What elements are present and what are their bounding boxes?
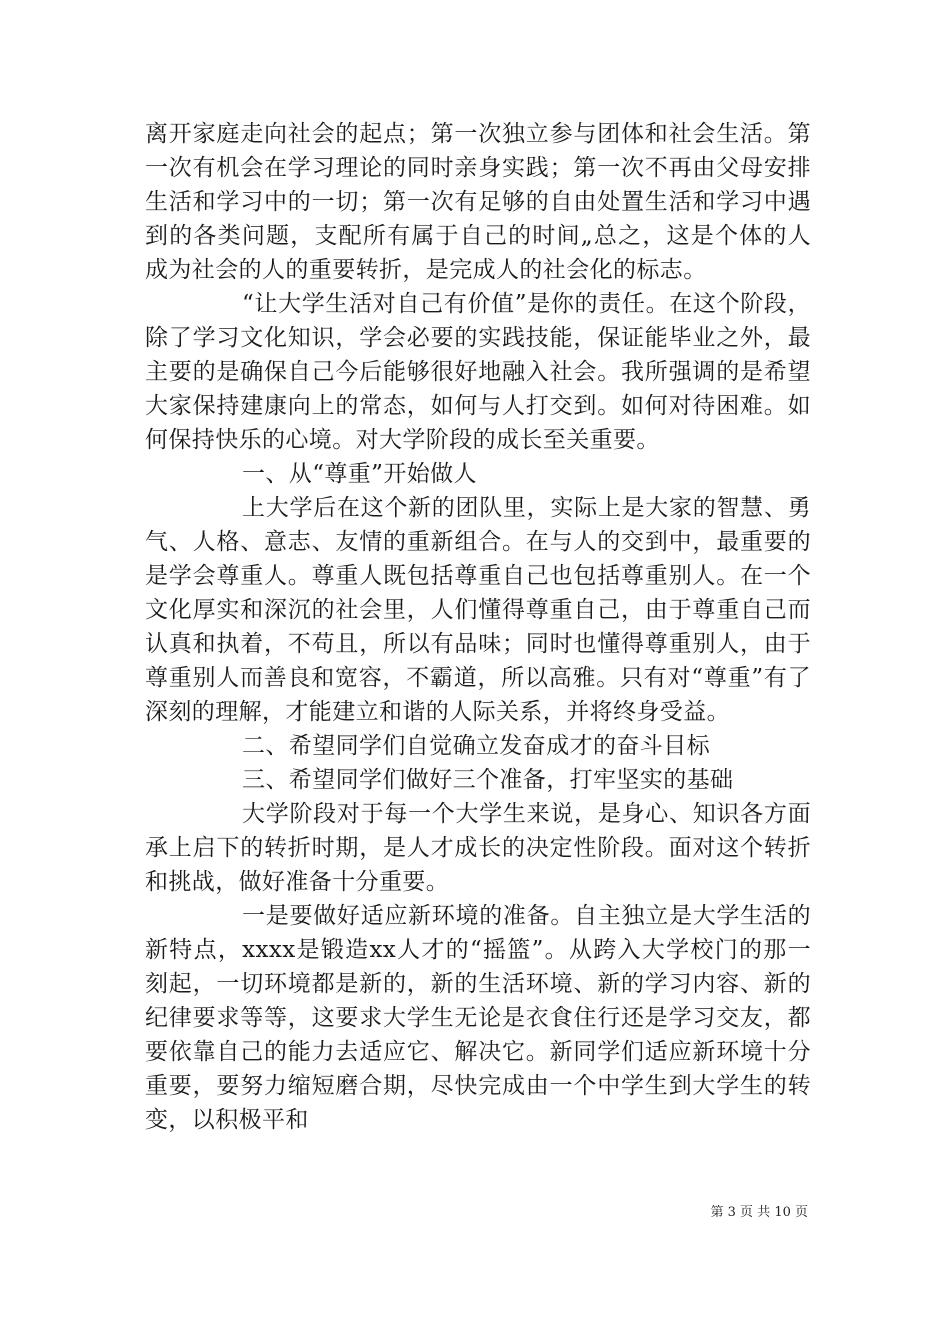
paragraph-respect: 上大学后在这个新的团队里，实际上是大家的智慧、勇气、人格、意志、友情的重新组合。在与人的交到中，最重要的是学会尊重人。尊重人既包括尊重自己也包括尊重别人。在一个文化厚实和深沉的社会里，人们懂得尊重自己，由于尊重自己而认真和执着，不苟且，所以有品味；同时也懂得尊重别人，由于尊重别人而善良和宽容，不霸道，所以高雅。只有对“尊重”有了深刻的理解，才能建立和谐的人际关系，并将终身受益。 <box>145 495 811 725</box>
document-body <box>145 117 811 1137</box>
paragraph-responsibility: “让大学生活对自己有价值”是你的责任。在这个阶段，除了学习文化知识，学会必要的实践技能，保证能毕业之外，最主要的是确保自己今后能够很好地融入社会。我所强调的是希望大家保持建康向上的常态，如何与人打交到。如何对待困难。如何保持快乐的心境。对大学阶段的成长至关重要。 <box>145 291 811 453</box>
section-heading-preparation: 三、希望同学们做好三个准备，打牢坚实的基础 <box>242 767 734 793</box>
page-number-footer: 第 3 页 共 10 页 <box>710 1205 808 1220</box>
paragraph-continuation: 离开家庭走向社会的起点；第一次独立参与团体和社会生活。第一次有机会在学习理论的同时亲身实践；第一次不再由父母安排生活和学习中的一切；第一次有足够的自由处置生活和学习中遇到的各类问题，支配所有属于自己的时间„总之，这是个体的人成为社会的人的重要转折，是完成人的社会化的标志。 <box>145 121 811 283</box>
paragraph-new-environment: 一是要做好适应新环境的准备。自主独立是大学生活的新特点，xxxx是锻造xx人才的“摇篮”。从跨入大学校门的那一刻起，一切环境都是新的，新的生活环境、新的学习内容、新的纪律要求等等，这要求大学生无论是衣食住行还是学习交友，都要依靠自己的能力去适应它、解决它。新同学们适应新环境十分重要，要努力缩短磨合期，尽快完成由一个中学生到大学生的转变，以积极平和 <box>145 903 811 1133</box>
section-heading-goals: 二、希望同学们自觉确立发奋成才的奋斗目标 <box>242 733 710 759</box>
section-heading-respect: 一、从“尊重”开始做人 <box>242 461 477 487</box>
paragraph-transition: 大学阶段对于每一个大学生来说，是身心、知识各方面承上启下的转折时期，是人才成长的决定性阶段。面对这个转折和挑战，做好准备十分重要。 <box>145 801 811 895</box>
